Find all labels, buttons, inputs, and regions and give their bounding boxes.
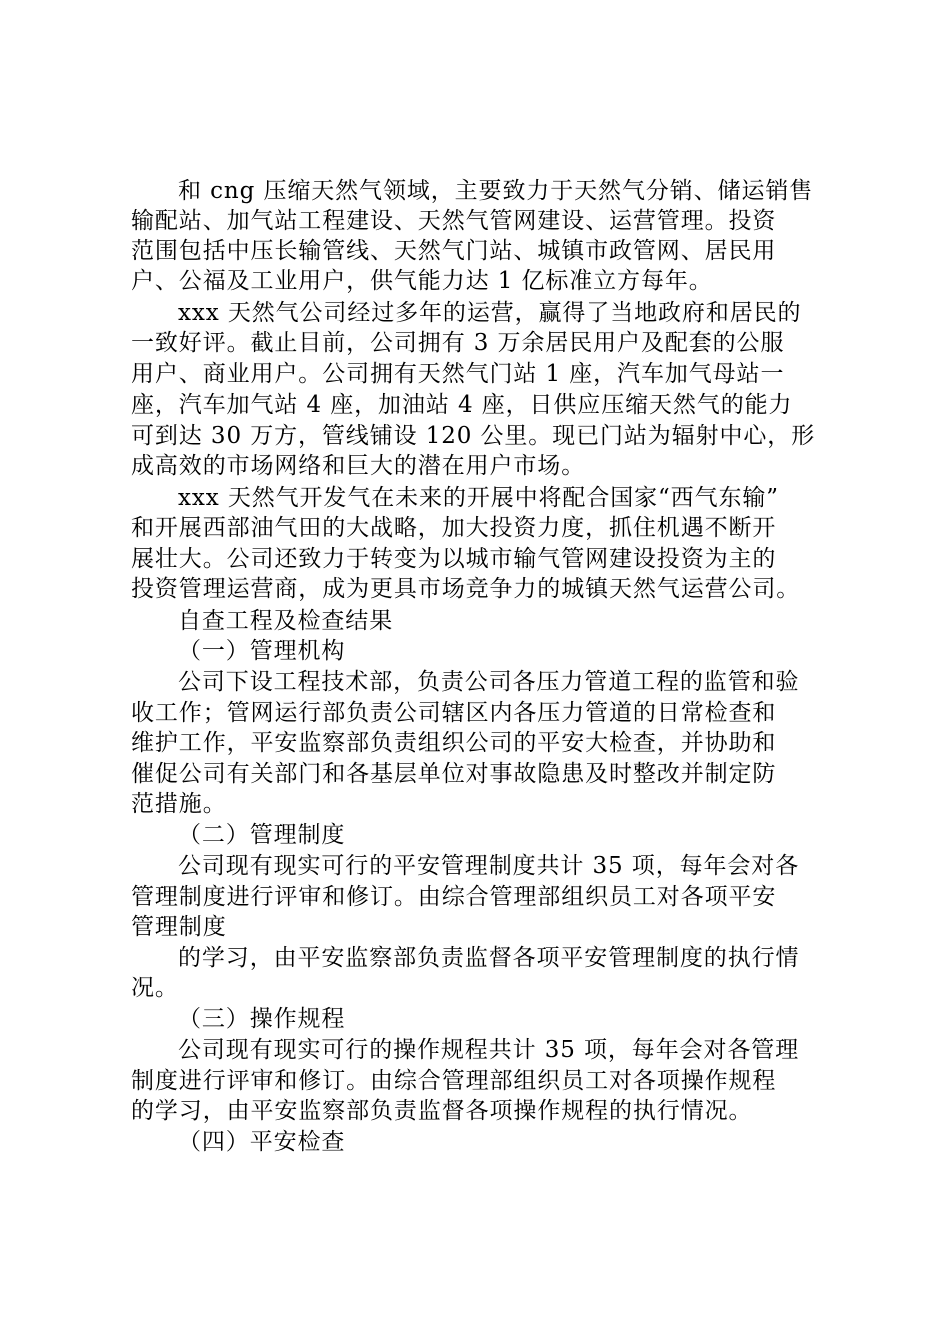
- sub2-line-1: 公司现有现实可行的平安管理制度共计 35 项，每年会对各: [178, 853, 800, 879]
- para3-line-4: 投资管理运营商，成为更具市场竞争力的城镇天然气运营公司。: [131, 576, 801, 602]
- sub2-line-4: 的学习，由平安监察部负责监督各项平安管理制度的执行情: [178, 945, 800, 971]
- sub2-line-2: 管理制度进行评审和修订。由综合管理部组织员工对各项平安: [131, 884, 777, 910]
- sub2-line-5: 况。: [131, 975, 179, 1001]
- para1-line-3: 范围包括中压长输管线、天然气门站、城镇市政管网、居民用: [131, 238, 777, 264]
- sub1-line-5: 范措施。: [131, 791, 227, 817]
- sub3-line-3: 的学习，由平安监察部负责监督各项操作规程的执行情况。: [131, 1098, 753, 1124]
- para2-line-6: 成高效的市场网络和巨大的潜在用户市场。: [131, 453, 586, 479]
- para2-line-3: 用户、商业用户。公司拥有天然气门站 1 座，汽车加气母站一: [131, 361, 785, 387]
- para1-line-2: 输配站、加气站工程建设、天然气管网建设、运营管理。投资: [131, 208, 777, 234]
- para2-line-1: xxx 天然气公司经过多年的运营，赢得了当地政府和居民的: [178, 300, 802, 326]
- sub3-line-1: 公司现有现实可行的操作规程共计 35 项，每年会对各管理: [178, 1037, 800, 1063]
- para1-line-4: 户、公福及工业用户，供气能力达 1 亿标准立方每年。: [131, 268, 713, 294]
- subsection-2-title: （二）管理制度: [178, 822, 346, 848]
- para1-line-1: 和 cng 压缩天然气领域，主要致力于天然气分销、储运销售: [178, 178, 814, 204]
- para2-line-2: 一致好评。截止目前，公司拥有 3 万余居民用户及配套的公服: [131, 330, 785, 356]
- sub1-line-4: 催促公司有关部门和各基层单位对事故隐患及时整改并制定防: [131, 761, 777, 787]
- sub1-line-3: 维护工作，平安监察部负责组织公司的平安大检查，并协助和: [131, 730, 777, 756]
- sub2-line-3: 管理制度: [131, 914, 227, 940]
- para3-line-3: 展壮大。公司还致力于转变为以城市输气管网建设投资为主的: [131, 546, 777, 572]
- subsection-1-title: （一）管理机构: [178, 638, 346, 664]
- para3-line-2: 和开展西部油气田的大战略，加大投资力度，抓住机遇不断开: [131, 515, 777, 541]
- subsection-3-title: （三）操作规程: [178, 1006, 346, 1032]
- para3-line-1: xxx 天然气开发气在未来的开展中将配合国家“西气东输”: [178, 485, 779, 511]
- section-title: 自查工程及检查结果: [178, 608, 394, 634]
- para2-line-5: 可到达 30 万方，管线铺设 120 公里。现已门站为辐射中心，形: [131, 423, 816, 449]
- subsection-4-title: （四）平安检查: [178, 1129, 346, 1155]
- sub1-line-2: 收工作；管网运行部负责公司辖区内各压力管道的日常检查和: [131, 700, 777, 726]
- para2-line-4: 座，汽车加气站 4 座，加油站 4 座，日供应压缩天然气的能力: [131, 392, 793, 418]
- sub1-line-1: 公司下设工程技术部，负责公司各压力管道工程的监管和验: [178, 669, 800, 695]
- sub3-line-2: 制度进行评审和修订。由综合管理部组织员工对各项操作规程: [131, 1068, 777, 1094]
